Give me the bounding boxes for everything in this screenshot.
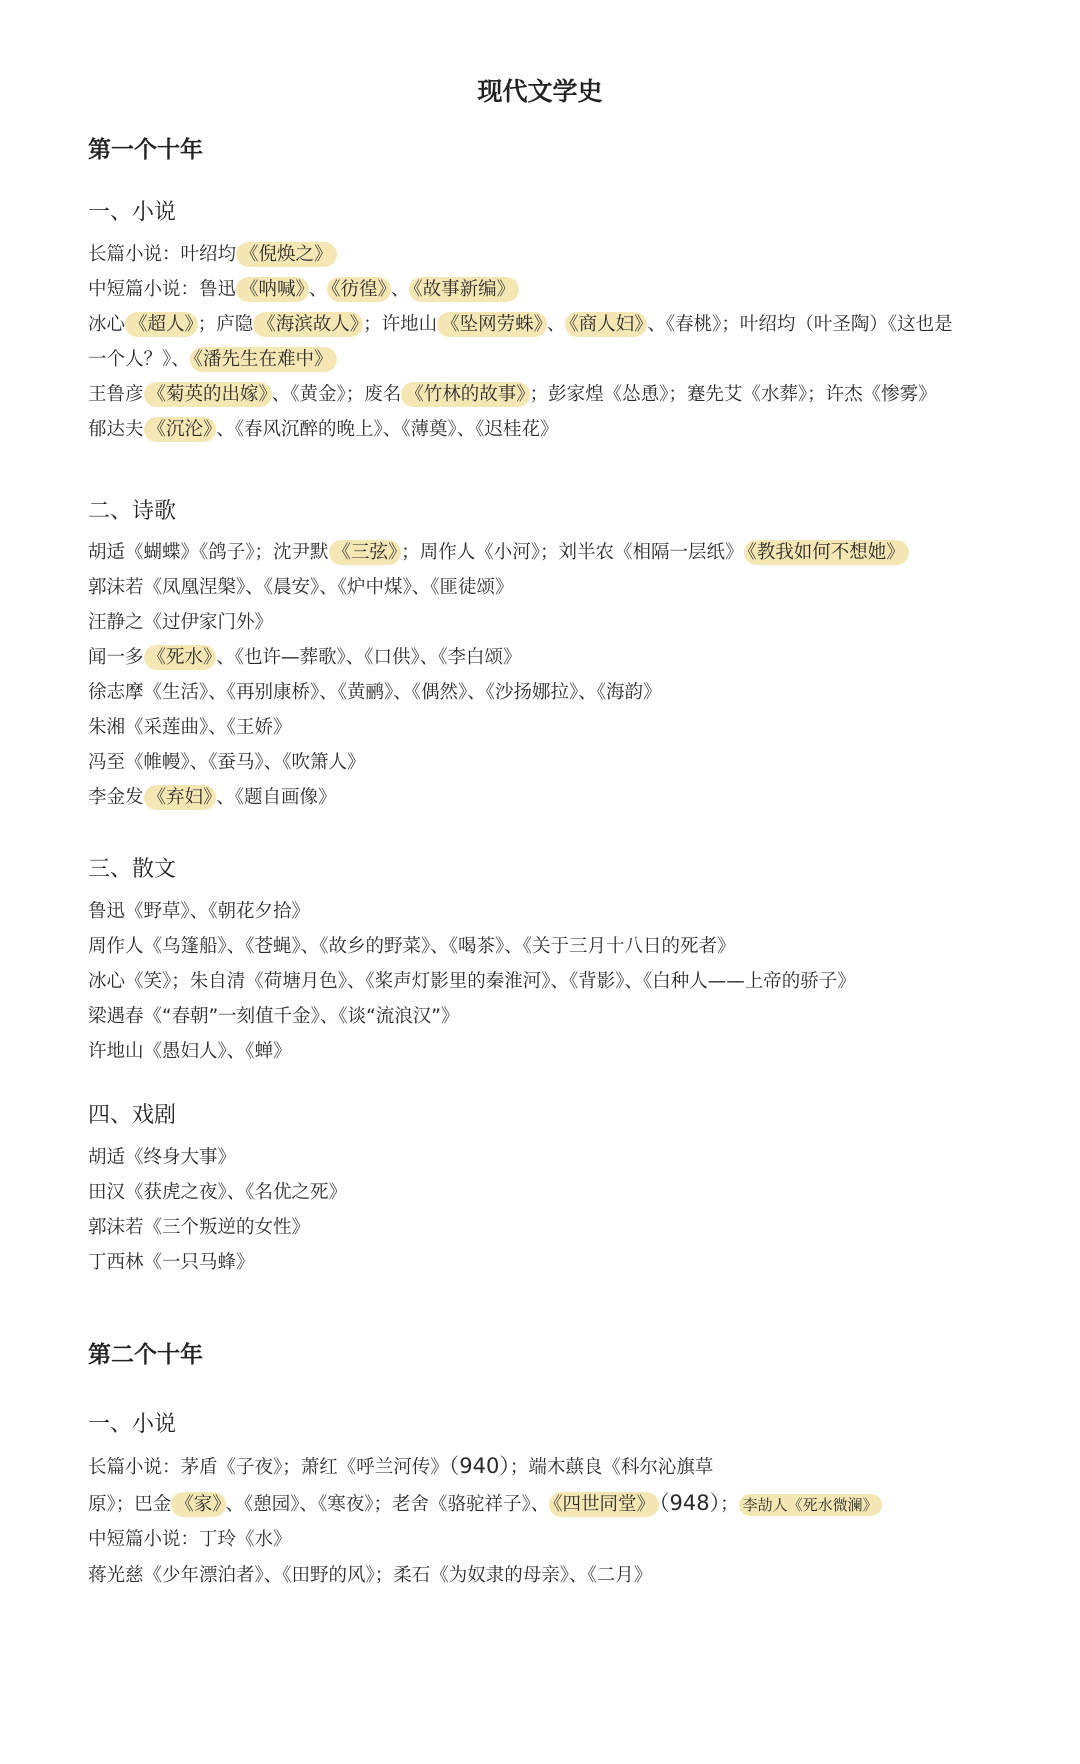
text-line bbox=[88, 272, 1028, 307]
highlighted-title: 《超人》 bbox=[125, 312, 198, 337]
subsection-heading-fiction-1: 一、小说 bbox=[88, 200, 177, 225]
highlighted-title: 《教我如何不想她》 bbox=[744, 540, 909, 565]
text-line bbox=[88, 237, 1028, 272]
highlighted-title: 《家》 bbox=[171, 1492, 225, 1517]
page-title: 现代文学史 bbox=[477, 77, 603, 106]
text-line bbox=[88, 377, 1028, 412]
subsection-heading-drama: 四、戏剧 bbox=[88, 1103, 177, 1128]
text-line bbox=[88, 307, 1028, 342]
text-span: 、《也许—葬歌》、《口供》、《李白颂》 bbox=[216, 647, 522, 668]
section-heading-decade-1: 第一个十年 bbox=[88, 137, 203, 163]
text-span: ；许地山 bbox=[363, 314, 438, 335]
highlighted-title: 《海滨故人》 bbox=[253, 312, 363, 337]
text-line: 梁遇春《“春朝”一刻值千金》、《谈“流浪汉”》 bbox=[88, 1006, 460, 1027]
text-span: 、 bbox=[390, 279, 410, 300]
subsection-heading-fiction-2: 一、小说 bbox=[88, 1412, 177, 1437]
text-line bbox=[88, 342, 1028, 377]
text-span: ； bbox=[720, 1494, 739, 1515]
text-line bbox=[88, 780, 1028, 815]
text-line: 徐志摩《生活》、《再别康桥》、《黄鹂》、《偶然》、《沙扬娜拉》、《海韵》 bbox=[88, 682, 662, 703]
text-span: 原》；巴金 bbox=[88, 1494, 172, 1515]
highlighted-title: 《坠网劳蛛》 bbox=[437, 312, 547, 337]
highlighted-title: 《沉沦》 bbox=[144, 417, 217, 442]
text-span: 、《题自画像》 bbox=[216, 787, 337, 808]
text-span: 李金发 bbox=[88, 787, 144, 808]
text-line: 鲁迅《野草》、《朝花夕拾》 bbox=[88, 901, 311, 922]
text-span: 、 bbox=[546, 314, 566, 335]
text-span: ；端木蕻良《科尔沁旗草 bbox=[509, 1457, 714, 1478]
highlighted-title: 《倪焕之》 bbox=[236, 242, 337, 267]
year-note: （940） bbox=[448, 1454, 510, 1478]
highlighted-title: 《商人妇》 bbox=[565, 312, 647, 337]
text-span: 、《黄金》；废名 bbox=[271, 384, 402, 405]
highlighted-title: 《故事新编》 bbox=[409, 277, 519, 302]
text-span: 闻一多 bbox=[88, 647, 144, 668]
text-span: 、《春风沉醉的晚上》、《薄奠》、《迟桂花》 bbox=[216, 419, 559, 440]
subsection-heading-prose: 三、散文 bbox=[88, 857, 177, 882]
highlighted-title: 《潘先生在难中》 bbox=[190, 347, 337, 372]
text-line: 田汉《获虎之夜》、《名优之死》 bbox=[88, 1182, 348, 1203]
text-line: 许地山《愚妇人》、《蝉》 bbox=[88, 1041, 292, 1062]
text-span: ；彭家煌《怂恿》；蹇先艾《水葬》；许杰《惨雾》 bbox=[529, 384, 937, 405]
text-span: 、 bbox=[308, 279, 328, 300]
text-span: 中短篇小说：鲁迅 bbox=[88, 279, 237, 300]
text-span: 、《春桃》；叶绍均（叶圣陶）《这也是 bbox=[647, 314, 953, 335]
highlighted-title: 《菊英的出嫁》 bbox=[144, 382, 272, 407]
highlighted-title: 《弃妇》 bbox=[144, 785, 217, 810]
text-line bbox=[88, 1486, 1028, 1523]
highlighted-title: 《呐喊》 bbox=[236, 277, 309, 302]
text-span: ；周作人《小河》；刘半农《相隔一层纸》 bbox=[401, 542, 744, 563]
text-line bbox=[88, 1449, 1028, 1485]
text-span: 冰心 bbox=[88, 314, 126, 335]
highlighted-title: 《死水》 bbox=[144, 645, 217, 670]
text-line: 郭沫若《三个叛逆的女性》 bbox=[88, 1217, 311, 1238]
text-span: 郁达夫 bbox=[88, 419, 144, 440]
text-span: 长篇小说：叶绍均 bbox=[88, 244, 237, 265]
text-span: 、《憩园》、《寒夜》；老舍《骆驼祥子》、 bbox=[225, 1494, 550, 1515]
text-line: 朱湘《采莲曲》、《王娇》 bbox=[88, 717, 292, 738]
text-line bbox=[88, 640, 1028, 675]
text-line: 冰心《笑》；朱自清《荷塘月色》、《桨声灯影里的秦淮河》、《背影》、《白种人——上帝的骄子》 bbox=[88, 971, 856, 992]
text-line: 郭沫若《凤凰涅槃》、《晨安》、《炉中煤》、《匪徒颂》 bbox=[88, 577, 514, 598]
text-span: 一个人？》、 bbox=[88, 349, 190, 370]
highlighted-title: 《三弦》 bbox=[329, 540, 402, 565]
text-line: 胡适《终身大事》 bbox=[88, 1147, 237, 1168]
text-line: 周作人《乌篷船》、《苍蝇》、《故乡的野菜》、《喝茶》、《关于三月十八日的死者》 bbox=[88, 936, 736, 957]
text-line: 汪静之《过伊家门外》 bbox=[88, 612, 274, 633]
subsection-heading-poetry: 二、诗歌 bbox=[88, 499, 177, 524]
year-note: （948） bbox=[659, 1491, 721, 1515]
highlighted-title: 《竹林的故事》 bbox=[401, 382, 529, 407]
text-span: 长篇小说：茅盾《子夜》；萧红《呼兰河传》 bbox=[88, 1457, 449, 1478]
text-line bbox=[88, 412, 1028, 447]
highlighted-title: 《四世同堂》 bbox=[549, 1492, 659, 1517]
text-line: 中短篇小说：丁玲《水》 bbox=[88, 1529, 292, 1550]
section-heading-decade-2: 第二个十年 bbox=[88, 1342, 203, 1368]
text-line: 冯至《帷幔》、《蚕马》、《吹箫人》 bbox=[88, 752, 366, 773]
text-span: 胡适《蝴蝶》《鸽子》；沈尹默 bbox=[88, 542, 329, 563]
text-line bbox=[88, 535, 1028, 570]
text-span: ；庐隐 bbox=[197, 314, 254, 335]
highlighted-title: 《彷徨》 bbox=[327, 277, 391, 302]
text-span: 王鲁彦 bbox=[88, 384, 144, 405]
text-line: 蒋光慈《少年漂泊者》、《田野的风》；柔石《为奴隶的母亲》、《二月》 bbox=[88, 1565, 653, 1586]
highlighted-title: 李劼人《死水微澜》 bbox=[739, 1494, 882, 1516]
text-line: 丁西林《一只马蜂》 bbox=[88, 1252, 255, 1273]
